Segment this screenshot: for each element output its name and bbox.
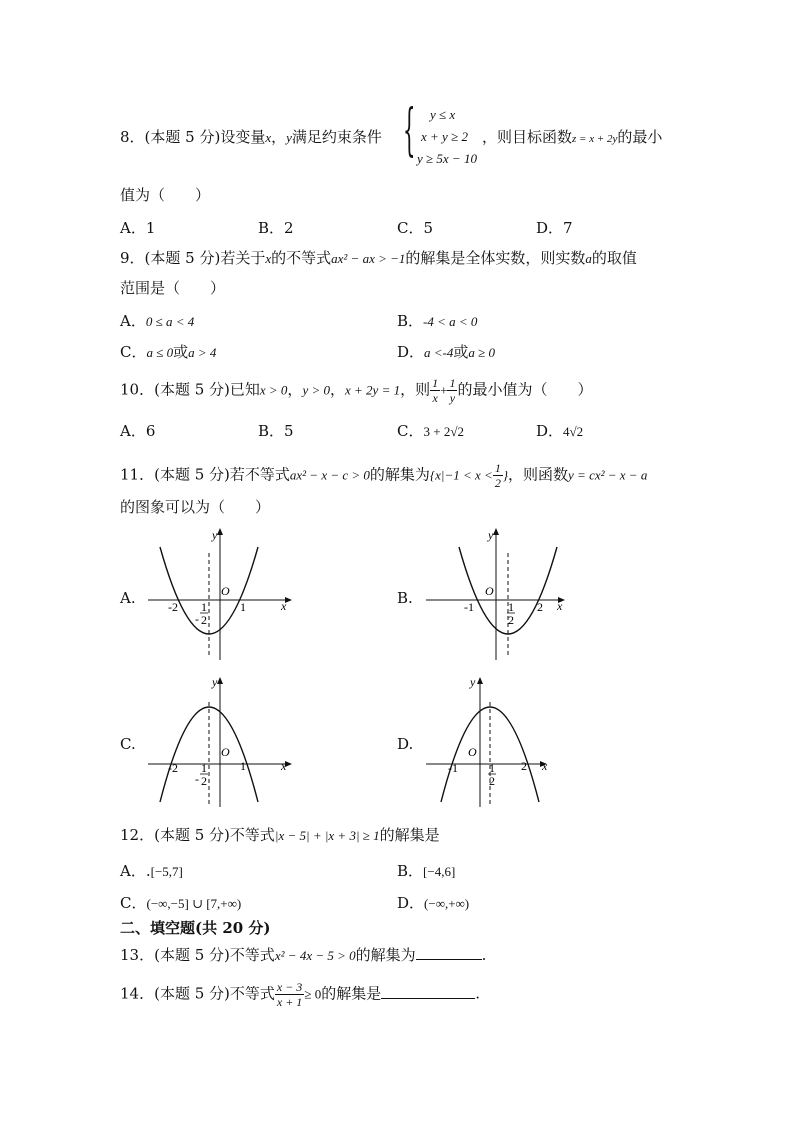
graph-b-half-den: 2 [508,613,514,627]
q9-option-b-math: -4 < a < 0 [423,314,478,329]
q8-option-b: B．2 [258,219,294,237]
graph-c-half-sign: - [195,772,199,786]
graph-b-y-label: y [488,528,494,542]
q8-line1-tail [482,127,662,149]
q9-var: x [265,251,272,266]
q10-fraction-1: $\frac{1}{x}$ [432,376,439,405]
graph-b-half-num: 1 [508,600,514,614]
q8-after: ，则目标函数 [482,128,573,146]
q11-graph-c [140,672,300,812]
graph-b-right-root: 2 [537,600,543,614]
graph-a-half-sign: - [195,612,199,626]
q9-mid2: 的解集是全体实数，则实数 [405,249,586,267]
q8-middle: 满足约束条件 [291,128,382,146]
graph-b-x-label: x [557,599,563,613]
q8-option-c: C．5 [397,219,434,237]
q9-option-c: C．a ≤ 0或a > 4 [120,343,217,361]
q8-var-x: x [265,130,272,145]
q8-suffix: 的最小 [617,128,663,146]
graph-d-y-arrow [477,677,483,684]
q10-option-c: C．3 + 2√2 [397,422,464,440]
q9-option-a-math: 0 ≤ a < 4 [145,314,195,329]
graph-b-y-arrow [493,528,499,535]
graph-d-y-label: y [470,675,476,689]
q8-constraint-1: y ≤ x [430,107,456,122]
q9-line1 [120,248,637,269]
q14-line: 14．(本题 5 分)不等式 $\frac{x - 3}{x + 1}$ ≥ 0的解集是 . [120,980,480,1009]
q11-graph-a [140,525,300,665]
q11-line1: 11．(本题 5 分)若不等式ax² − x − c > 0的解集为{x|−1 < x < $\frac{1}{2}$ }，则函数y = cx² − x − a [120,461,648,490]
q11-line2: 的图象可以为（ ） [120,498,271,516]
q9-suffix: 的取值 [591,249,637,267]
graph-a-y-label: y [212,528,218,542]
q11-option-c-label: C. [120,735,136,753]
q13-inequality: x² − 4x − 5 > 0 [274,948,356,963]
q10-fraction-2: $\frac{1}{y}$ [449,376,456,405]
graph-c-y-label: y [212,675,218,689]
q9-option-d: D．a <-4或a ≥ 0 [397,343,496,361]
graph-a-svg [140,525,300,665]
graph-a-y-arrow [217,528,223,535]
q14-fraction: $\frac{x - 3}{x + 1}$ [276,980,303,1009]
graph-a-origin: O [221,584,230,598]
graph-b-svg [418,525,578,665]
q12-option-a: A．.[−5,7] [120,862,183,880]
q12-option-d: D．(−∞,+∞) [397,894,470,912]
section-2-heading: 二、填空题(共 20 分) [120,919,271,937]
graph-d-x-label: x [542,759,548,773]
q9-mid1: 的不等式 [271,249,332,267]
graph-c-half-den: 2 [201,774,207,788]
graph-d-origin: O [468,745,477,759]
graph-d-left-root: -1 [448,761,458,775]
q9-param: a [585,251,592,266]
graph-a-half-num: 1 [201,600,207,614]
graph-c-x-label: x [281,759,287,773]
q9-inequality: ax² − ax > −1 [331,251,406,266]
q8-line1 [120,127,382,148]
q8-line2: 值为（ ） [120,186,211,204]
q9-line2: 范围是（ ） [120,279,226,297]
q12-inequality: |x − 5| + |x + 3| ≥ 1 [274,828,380,843]
q10-option-b: B．5 [258,422,294,440]
q11-option-a-label: A. [120,589,136,607]
graph-c-origin: O [221,745,230,759]
graph-d-half-num: 1 [489,761,495,775]
q11-set-fraction: $\frac{1}{2}$ [494,461,501,490]
graph-c-right-root: 1 [240,759,246,773]
q11-option-b-label: B. [397,589,413,607]
graph-c-svg [140,672,300,812]
q12-line1: 12．(本题 5 分)不等式|x − 5| + |x + 3| ≥ 1的解集是 [120,826,440,844]
q8-objective: z = x + 2y [572,133,618,145]
q12-option-b: B．[−4,6] [397,862,456,880]
q8-option-d: D．7 [536,219,573,237]
q9-prefix: 9．(本题 5 分)若关于 [120,249,266,267]
graph-a-half-den: 2 [201,613,207,627]
q8-left-brace: { [403,98,416,163]
q11-graph-d [418,672,578,812]
graph-d-svg [418,672,578,812]
q8-sep: ， [271,128,287,146]
q9-option-b: B．-4 < a < 0 [397,312,478,330]
graph-b-origin: O [485,584,494,598]
q8-constraint-2: x + y ≥ 2 [421,129,468,144]
q11-option-d-label: D. [397,735,414,753]
q9-option-a: A．0 ≤ a < 4 [120,312,195,330]
graph-c-y-arrow [217,677,223,684]
graph-a-right-root: 1 [240,600,246,614]
q11-graph-b [418,525,578,665]
q12-option-c: C．(−∞,−5] ∪ [7,+∞) [120,894,242,912]
graph-b-left-root: -1 [464,600,474,614]
q10-option-d: D．4√2 [536,422,584,440]
graph-c-half-num: 1 [201,761,207,775]
graph-a-left-root: -2 [168,600,178,614]
q10-line1: 10．(本题 5 分)已知x > 0，y > 0，x + 2y = 1，则 $\frac{1}{x}$ + $\frac{1}{y}$ 的最小值为（ ） [120,376,593,405]
graph-d-right-root: 2 [521,759,527,773]
graph-d-half-den: 2 [489,774,495,788]
q14-answer-blank[interactable] [381,998,475,999]
q13-answer-blank[interactable] [416,959,482,960]
q8-var-y: y [286,130,292,145]
graph-c-left-root: -2 [168,761,178,775]
q13-line: 13．(本题 5 分)不等式x² − 4x − 5 > 0的解集为 . [120,946,487,964]
graph-a-x-label: x [281,599,287,613]
q10-option-a: A．6 [120,422,156,440]
q8-prefix: 8．(本题 5 分)设变量 [120,128,266,146]
q8-constraint-3: y ≥ 5x − 10 [417,151,477,166]
q8-option-a: A．1 [120,219,156,237]
